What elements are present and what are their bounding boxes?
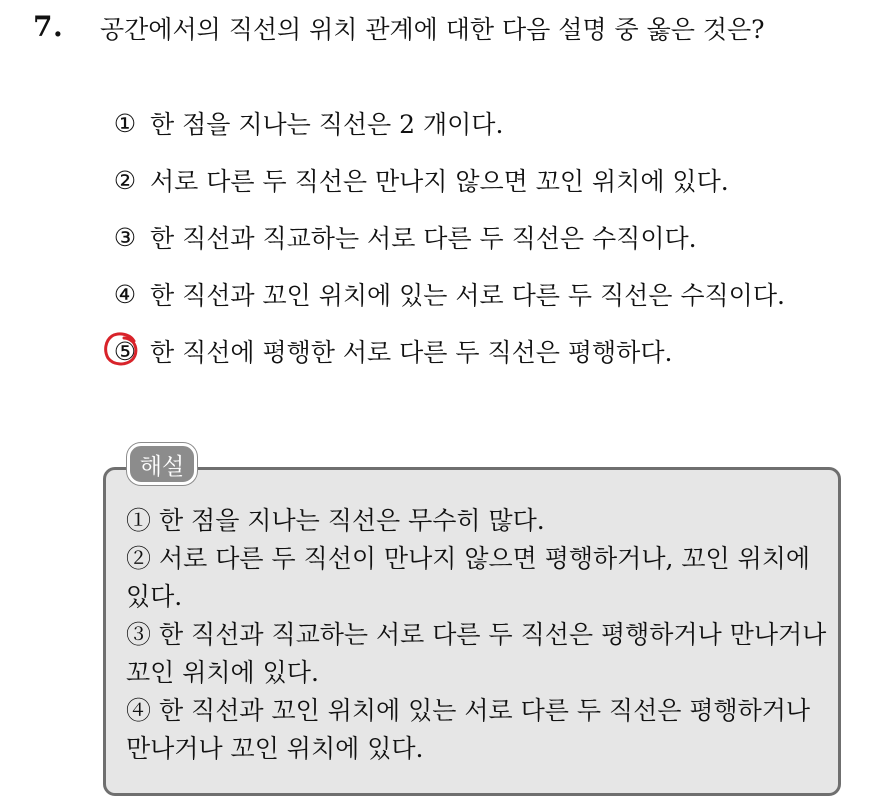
explanation-line-3: 있다. bbox=[126, 582, 183, 611]
choice-3-text: 한 직선과 직교하는 서로 다른 두 직선은 수직이다. bbox=[150, 224, 697, 253]
explanation-line-6: ④ 한 직선과 꼬인 위치에 있는 서로 다른 두 직선은 평행하거나 bbox=[126, 696, 811, 725]
choice-5-text: 한 직선에 평행한 서로 다른 두 직선은 평행하다. bbox=[150, 338, 673, 367]
explanation-label: 해설 bbox=[127, 443, 197, 485]
choice-4-mark: ④ bbox=[113, 279, 137, 309]
answer-circle-icon bbox=[103, 331, 139, 367]
choice-1-text: 한 점을 지나는 직선은 2 개이다. bbox=[150, 110, 504, 139]
explanation-line-4: ③ 한 직선과 직교하는 서로 다른 두 직선은 평행하거나 만나거나 bbox=[126, 620, 827, 649]
choice-1-mark: ① bbox=[113, 108, 137, 138]
choice-5[interactable] bbox=[108, 333, 672, 369]
explanation-body bbox=[126, 502, 831, 768]
choice-5-mark bbox=[108, 337, 142, 366]
choice-2-text: 서로 다른 두 직선은 만나지 않으면 꼬인 위치에 있다. bbox=[150, 167, 729, 196]
choice-3[interactable] bbox=[108, 219, 697, 255]
choice-2-mark: ② bbox=[113, 165, 137, 195]
choice-4[interactable] bbox=[108, 276, 785, 312]
question-text: 공간에서의 직선의 위치 관계에 대한 다음 설명 중 옳은 것은? bbox=[100, 15, 765, 44]
explanation-line-1: ① 한 점을 지나는 직선은 무수히 많다. bbox=[126, 506, 545, 535]
choice-2[interactable] bbox=[108, 162, 729, 198]
explanation-line-2: ② 서로 다른 두 직선이 만나지 않으면 평행하거나, 꼬인 위치에 bbox=[126, 544, 811, 573]
explanation-line-5: 꼬인 위치에 있다. bbox=[126, 658, 319, 687]
choice-4-text: 한 직선과 꼬인 위치에 있는 서로 다른 두 직선은 수직이다. bbox=[150, 281, 785, 310]
explanation-line-7: 만나거나 꼬인 위치에 있다. bbox=[126, 734, 424, 763]
choice-5-mark-label: ⑤ bbox=[113, 336, 137, 366]
choice-3-mark: ③ bbox=[113, 222, 137, 252]
question-number: 7. bbox=[33, 10, 64, 43]
choice-1[interactable] bbox=[108, 105, 503, 141]
